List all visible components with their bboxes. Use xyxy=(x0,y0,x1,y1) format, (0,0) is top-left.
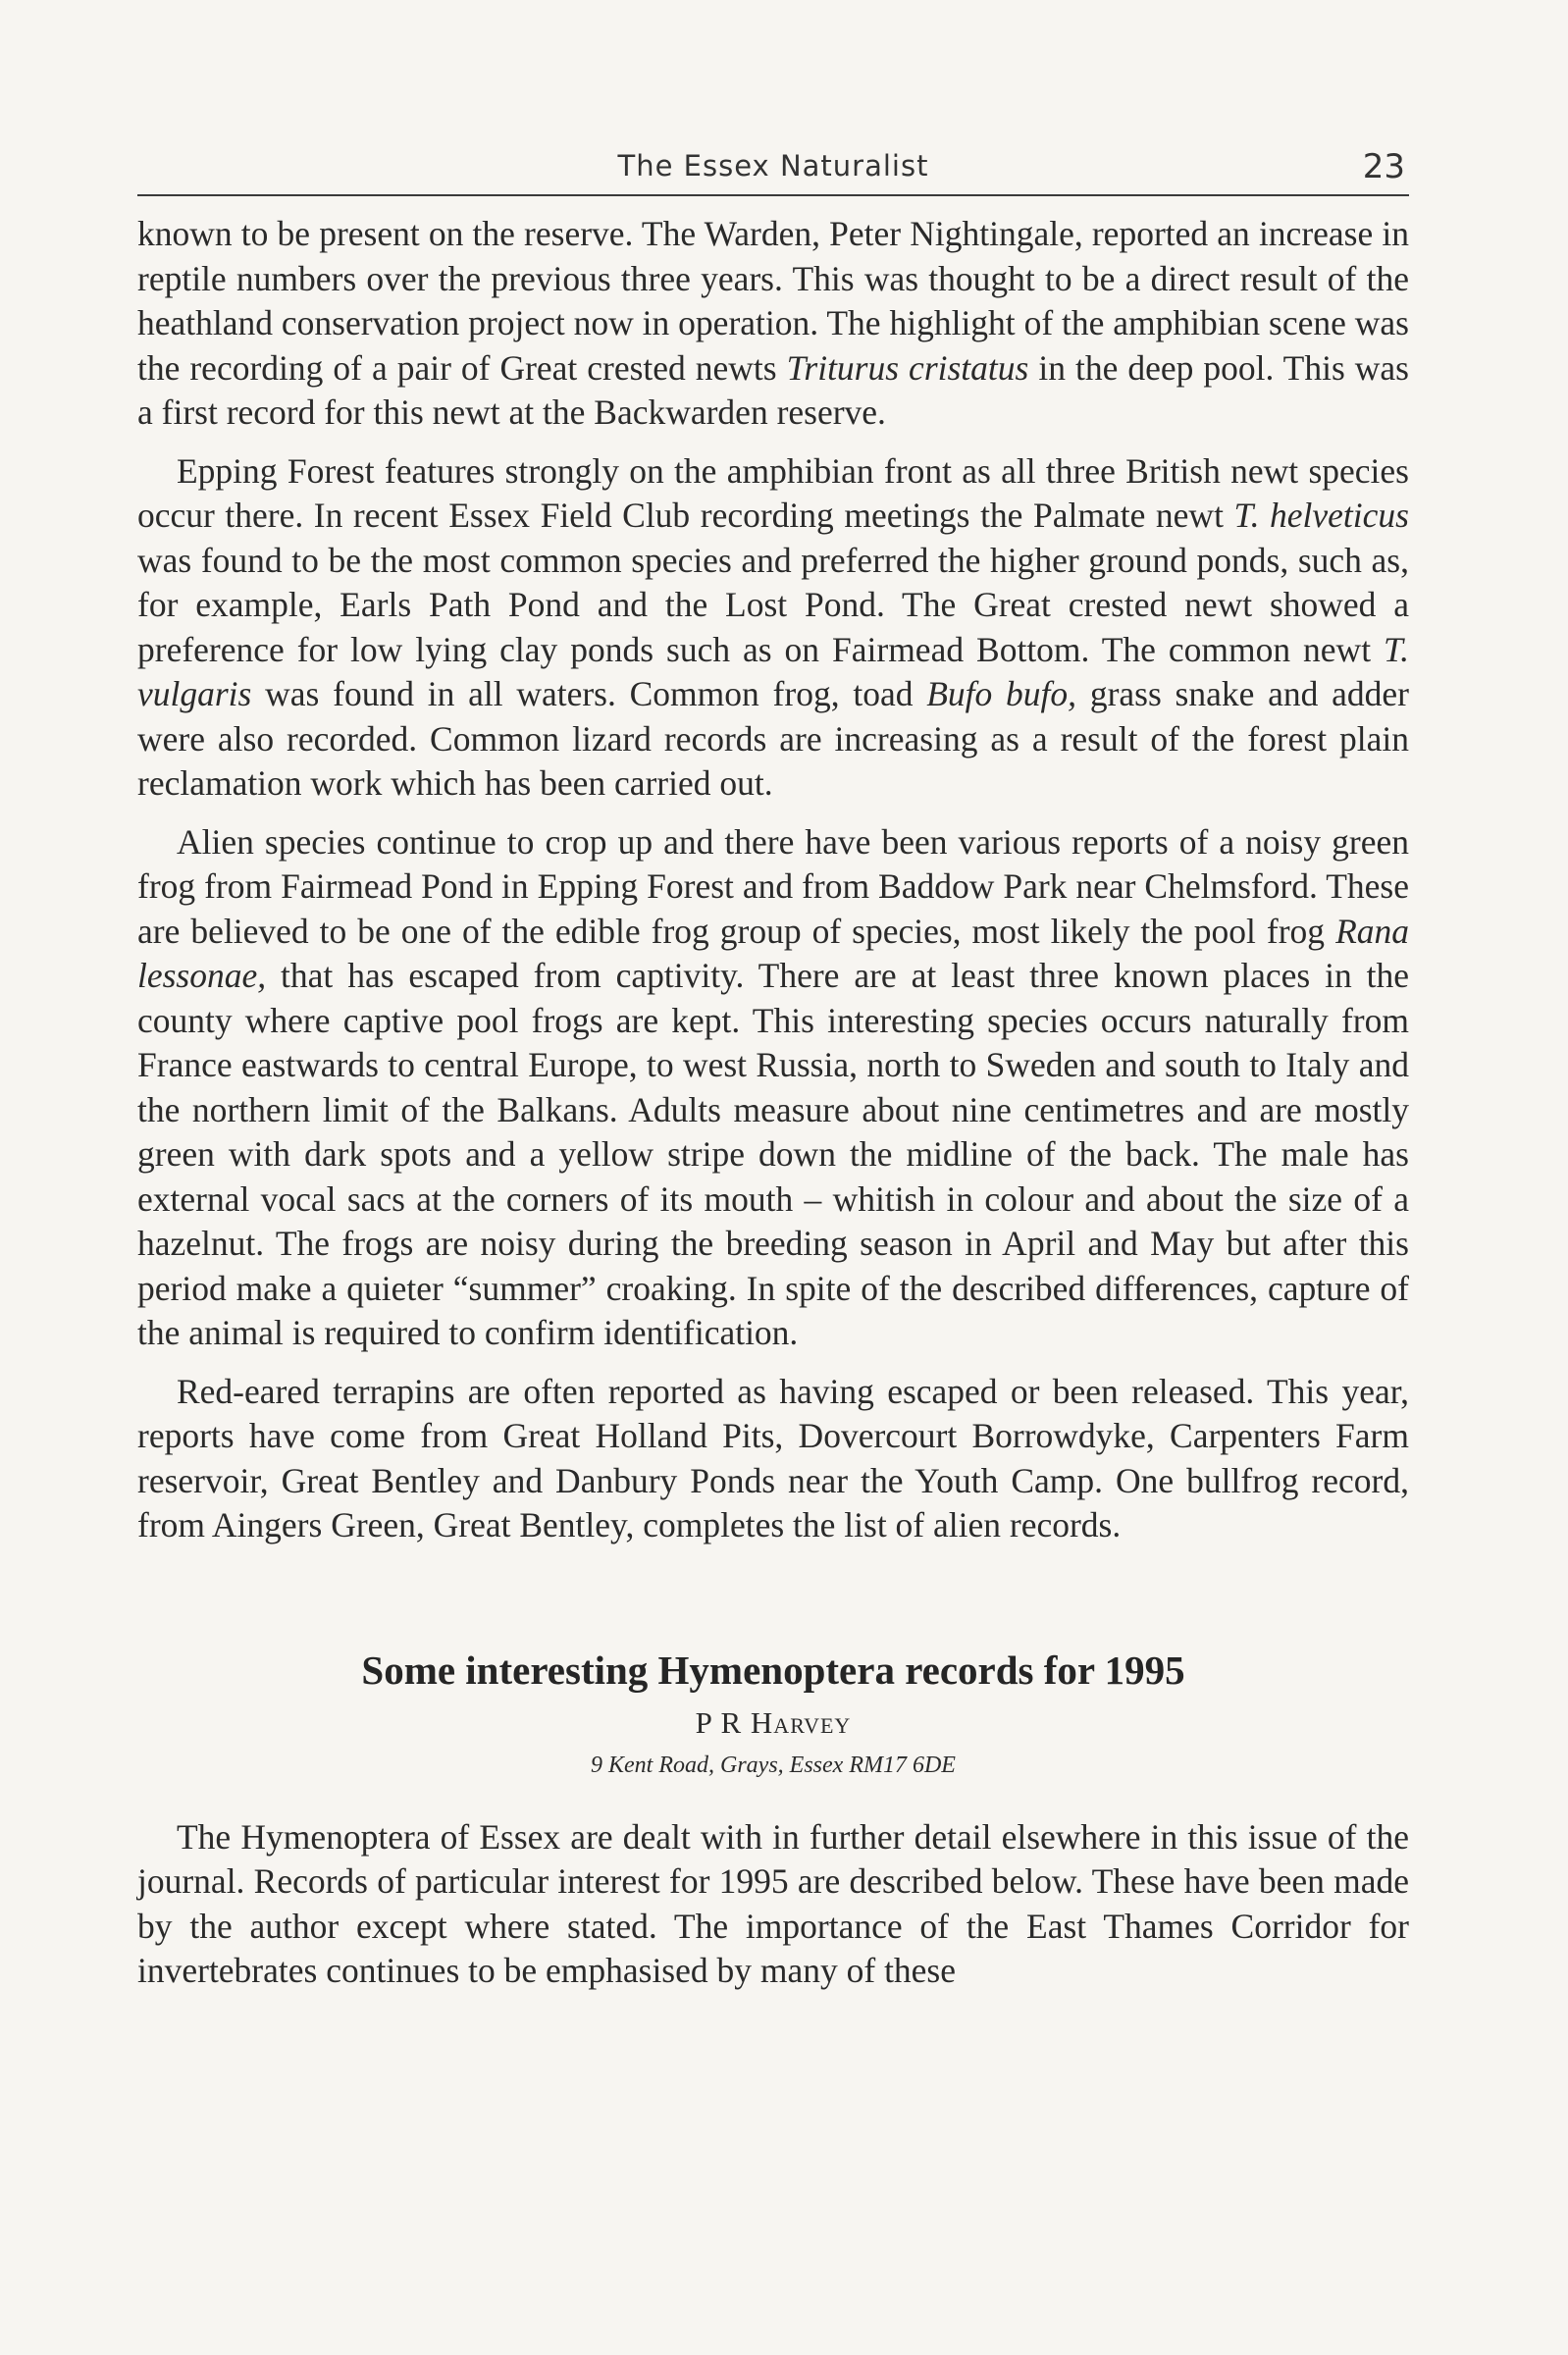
article-title: Some interesting Hymenoptera records for 1995 xyxy=(361,1647,1185,1693)
text-run: known to be present on the reserve. The Warden, Peter Nightingale, reported an increase in reptile numbers over the previous three years. This was thought to be a direct result of the heathland conservation project now in operation. The highlight of the amphibian scene was the recording of a pair of Great crested newts xyxy=(137,214,1409,388)
text-run: Epping Forest features strongly on the amphibian front as all three British newt species occur there. In recent Essex Field Club recording meetings the Palmate newt xyxy=(137,450,1409,535)
body-text xyxy=(137,212,1409,1548)
author-address: 9 Kent Road, Grays, Essex RM17 6DE xyxy=(591,1752,956,1778)
paragraph xyxy=(137,1370,1409,1548)
journal-page xyxy=(137,147,1409,2008)
article-body xyxy=(137,1815,1409,1994)
article-author: P R Harvey xyxy=(695,1704,852,1740)
species-name: T. helveticus xyxy=(1233,496,1409,535)
text-run: that has escaped from captivity. There are at least three known places in the county where captive pool frogs are kept. This interesting species occurs naturally from France eastwards to central Europe, to west Russia, north to Sweden and south to Italy and the northern limit of the Balkans. Adults measure about nine centimetres and are mostly green with dark spots and a yellow stripe down the midline of the back. The male has external vocal sacs at the corners of its mouth – whitish in colour and about the size of a hazelnut. The frogs are noisy during the breeding season in April and May but after this period make a quieter “summer” croaking. In spite of the described differences, capture of the animal is required to confirm identification. xyxy=(137,956,1409,1352)
paragraph xyxy=(137,449,1409,807)
species-name: T. vulgaris xyxy=(137,629,1409,713)
text-run: grass snake and adder were also recorded. Common lizard records are increasing as a result of the forest plain reclamation work which has been carried out. xyxy=(137,674,1409,803)
running-header xyxy=(137,147,1409,196)
species-name: Triturus cristatus xyxy=(786,347,1029,388)
page-number: 23 xyxy=(1362,147,1405,186)
text-run: Alien species continue to crop up and there have been various reports of a noisy green frog from Fairmead Pond in Epping Forest and from Baddow Park near Chelmsford. These are believed to be one of the edible frog group of species, most likely the pool frog xyxy=(137,821,1409,951)
article-heading xyxy=(137,1645,1409,1782)
text-run: was found in all waters. Common frog, toad xyxy=(251,674,927,713)
paragraph xyxy=(137,1815,1409,1994)
text-run: Red-eared terrapins are often reported as having escaped or been released. This year, reports have come from Great Holland Pits, Dovercourt Borrowdyke, Carpenters Farm reservoir, Great Bentley and Danbury Ponds near the Youth Camp. One bullfrog record, from Aingers Green, Great Bentley, completes the list of alien records. xyxy=(137,1371,1409,1544)
paragraph xyxy=(137,820,1409,1356)
journal-title: The Essex Naturalist xyxy=(617,149,929,183)
species-name: Bufo bufo, xyxy=(926,674,1077,713)
species-name: Rana lessonae, xyxy=(137,911,1409,995)
text-run: in the deep pool. This was a first record for this newt at the Backwarden reserve. xyxy=(137,347,1409,432)
text-run: The Hymenoptera of Essex are dealt with in further detail elsewhere in this issue of the journal. Records of particular interest for 1995 are described below. These have been made by the author except where stated. The importance of the East Thames Corridor for invertebrates continues to be emphasised by many of these xyxy=(137,1816,1409,1990)
text-run: was found to be the most common species and preferred the higher ground ponds, such as, for example, Earls Path Pond and the Lost Pond. The Great crested newt showed a preference for low lying clay ponds such as on Fairmead Bottom. The common newt xyxy=(137,540,1409,669)
paragraph xyxy=(137,212,1409,436)
